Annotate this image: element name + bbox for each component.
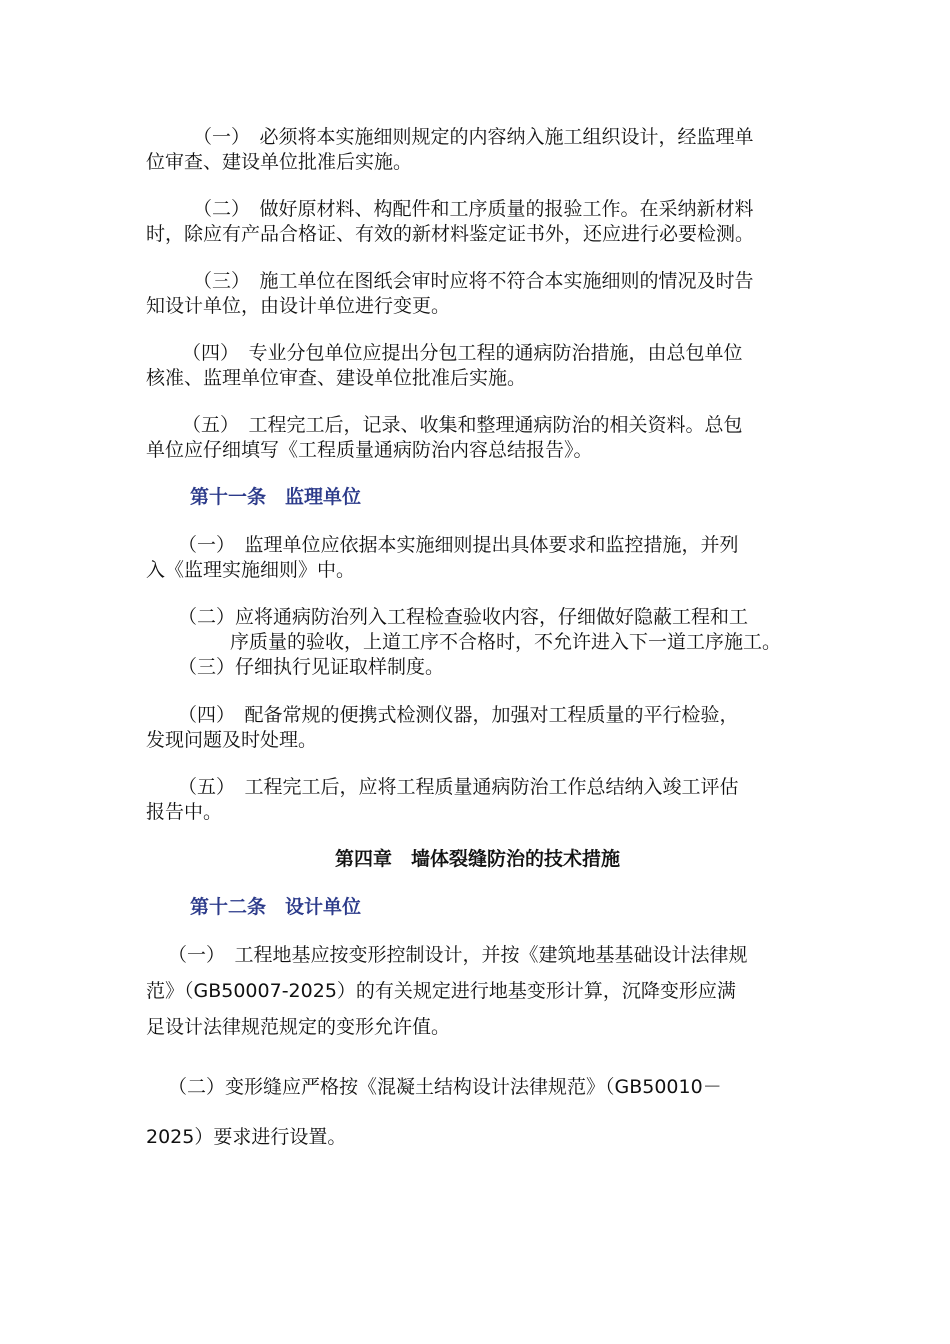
para-1-line-2: 位审查、建设单位批准后实施。 (146, 151, 413, 173)
article-12-item-2-line-2: 2025）要求进行设置。 (146, 1126, 347, 1148)
article-12-item-1-line-1: （一） 工程地基应按变形控制设计，并按《建筑地基基础设计法律规 (168, 944, 748, 966)
article-11-item-5-line-1: （五） 工程完工后，应将工程质量通病防治工作总结纳入竣工评估 (178, 776, 739, 798)
para-3-line-2: 知设计单位，由设计单位进行变更。 (146, 295, 451, 317)
para-4-line-2: 核准、监理单位审查、建设单位批准后实施。 (146, 367, 527, 389)
article-12-heading: 第十二条 设计单位 (190, 896, 362, 918)
para-3-line-1: （三） 施工单位在图纸会审时应将不符合本实施细则的情况及时告 (193, 270, 754, 292)
article-12-item-2-line-1: （二）变形缝应严格按《混凝土结构设计法律规范》（GB50010－ (168, 1076, 722, 1098)
chapter-4-title: 第四章 墙体裂缝防治的技术措施 (335, 848, 621, 870)
article-11-item-4-line-1: （四） 配备常规的便携式检测仪器，加强对工程质量的平行检验， (178, 704, 739, 726)
article-11-item-3: （三）仔细执行见证取样制度。 (178, 656, 445, 678)
para-5-line-1: （五） 工程完工后，记录、收集和整理通病防治的相关资料。总包 (182, 414, 743, 436)
article-11-item-1-line-2: 入《监理实施细则》中。 (146, 559, 356, 581)
article-11-item-2-line-1: （二）应将通病防治列入工程检查验收内容，仔细做好隐蔽工程和工 (178, 606, 749, 628)
para-2-line-1: （二） 做好原材料、构配件和工序质量的报验工作。在采纳新材料 (193, 198, 754, 220)
para-2-line-2: 时，除应有产品合格证、有效的新材料鉴定证书外，还应进行必要检测。 (146, 223, 755, 245)
article-12-item-1-line-2: 范》（GB50007-2025）的有关规定进行地基变形计算，沉降变形应满 (146, 980, 736, 1002)
article-12-item-1-line-3: 足设计法律规范规定的变形允许值。 (146, 1016, 451, 1038)
article-11-item-1-line-1: （一） 监理单位应依据本实施细则提出具体要求和监控措施，并列 (178, 534, 739, 556)
article-11-item-4-line-2: 发现问题及时处理。 (146, 729, 318, 751)
para-1-line-1: （一） 必须将本实施细则规定的内容纳入施工组织设计，经监理单 (193, 126, 754, 148)
article-11-item-5-line-2: 报告中。 (146, 801, 223, 823)
para-4-line-1: （四） 专业分包单位应提出分包工程的通病防治措施，由总包单位 (182, 342, 743, 364)
article-11-item-2-line-2: 序质量的验收，上道工序不合格时，不允许进入下一道工序施工。 (230, 631, 782, 653)
para-5-line-2: 单位应仔细填写《工程质量通病防治内容总结报告》。 (146, 439, 593, 461)
article-11-heading: 第十一条 监理单位 (190, 486, 362, 508)
